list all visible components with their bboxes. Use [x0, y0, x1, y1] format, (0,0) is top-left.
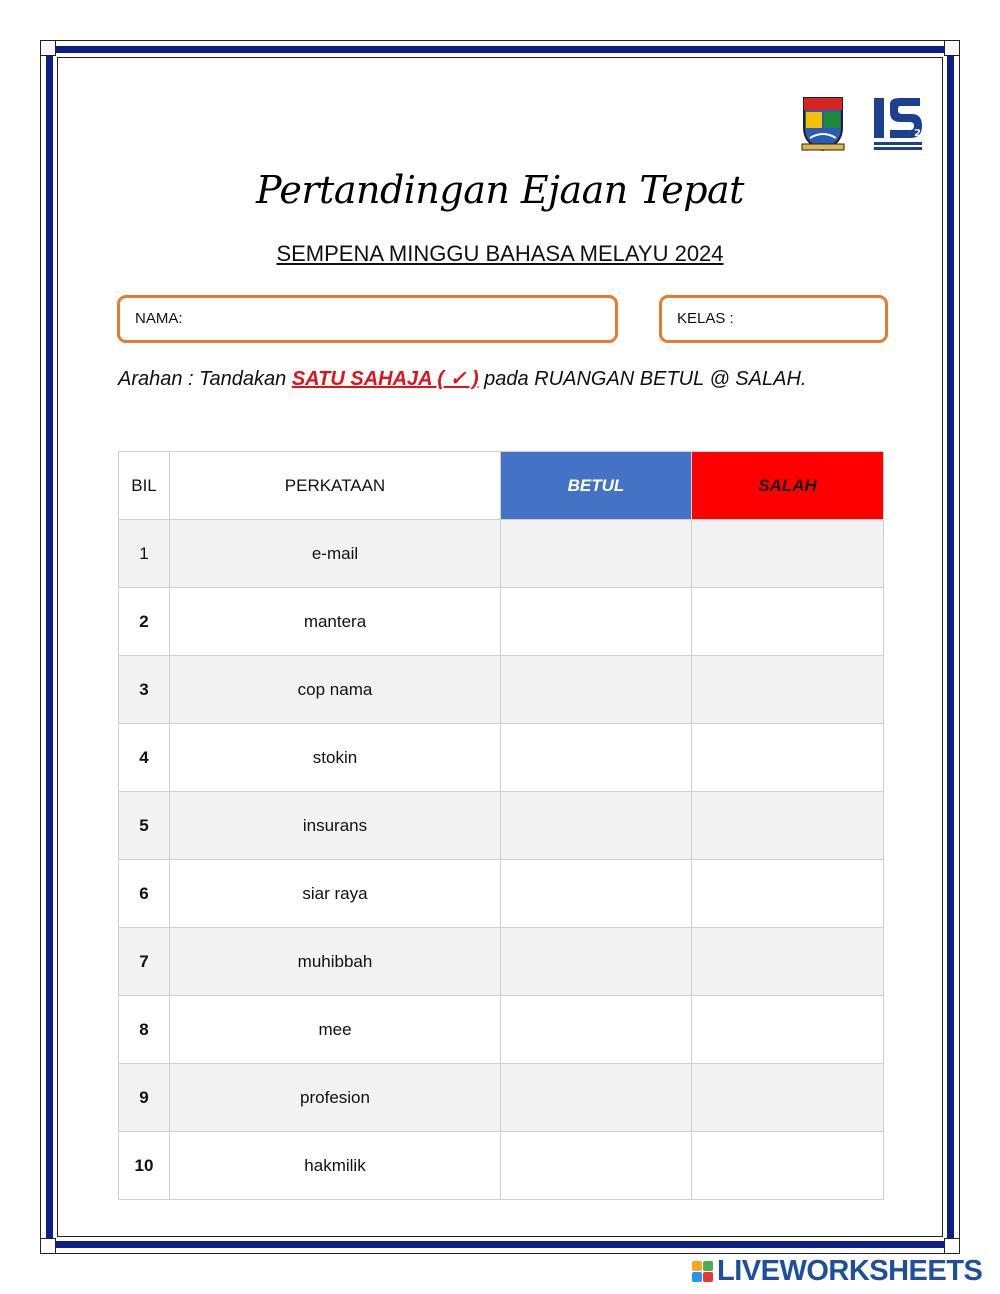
- row-word: stokin: [170, 724, 501, 792]
- table-row: [119, 588, 884, 656]
- table-row: [119, 928, 884, 996]
- betul-checkbox[interactable]: [501, 724, 692, 792]
- table-row: [119, 860, 884, 928]
- name-field[interactable]: [117, 295, 618, 343]
- table-header-row: [119, 452, 884, 520]
- class-field[interactable]: [659, 295, 888, 343]
- row-number: 7: [119, 928, 170, 996]
- is25-logo: [872, 94, 928, 152]
- row-number: 4: [119, 724, 170, 792]
- table-row: [119, 1132, 884, 1200]
- row-word: siar raya: [170, 860, 501, 928]
- instruction-text: [118, 366, 806, 391]
- name-field-label: NAMA:: [135, 310, 183, 327]
- row-number: 5: [119, 792, 170, 860]
- frame-corner-top-left: [40, 40, 56, 56]
- salah-checkbox[interactable]: [692, 928, 884, 996]
- row-word: profesion: [170, 1064, 501, 1132]
- row-word: mantera: [170, 588, 501, 656]
- school-crest-logo: [800, 94, 846, 152]
- row-number: 2: [119, 588, 170, 656]
- salah-checkbox[interactable]: [692, 656, 884, 724]
- class-field-label: KELAS :: [677, 310, 734, 327]
- instruction-emphasis: SATU SAHAJA ( ✓ ): [291, 368, 479, 390]
- row-word: hakmilik: [170, 1132, 501, 1200]
- table-row: [119, 792, 884, 860]
- frame-corner-bottom-right: [944, 1238, 960, 1254]
- instruction-suffix: pada RUANGAN BETUL @ SALAH.: [478, 368, 807, 390]
- header-salah: SALAH: [692, 452, 884, 520]
- betul-checkbox[interactable]: [501, 656, 692, 724]
- row-word: muhibbah: [170, 928, 501, 996]
- spelling-table: [118, 451, 884, 1200]
- table-row: [119, 1064, 884, 1132]
- document-title: Pertandingan Ejaan Tepat: [256, 168, 744, 212]
- betul-checkbox[interactable]: [501, 928, 692, 996]
- row-word: cop nama: [170, 656, 501, 724]
- salah-checkbox[interactable]: [692, 996, 884, 1064]
- salah-checkbox[interactable]: [692, 1064, 884, 1132]
- betul-checkbox[interactable]: [501, 1064, 692, 1132]
- instruction-prefix: Arahan : Tandakan: [118, 368, 292, 390]
- betul-checkbox[interactable]: [501, 996, 692, 1064]
- school-logos: [800, 94, 928, 152]
- svg-text:25: 25: [914, 128, 928, 139]
- salah-checkbox[interactable]: [692, 792, 884, 860]
- betul-checkbox[interactable]: [501, 520, 692, 588]
- row-number: 3: [119, 656, 170, 724]
- header-betul: BETUL: [501, 452, 692, 520]
- salah-checkbox[interactable]: [692, 1132, 884, 1200]
- betul-checkbox[interactable]: [501, 792, 692, 860]
- liveworksheets-wordmark: LIVEWORKSHEETS: [717, 1255, 983, 1287]
- salah-checkbox[interactable]: [692, 520, 884, 588]
- betul-checkbox[interactable]: [501, 588, 692, 656]
- liveworksheets-logo-icon: [692, 1261, 713, 1282]
- table-row: [119, 724, 884, 792]
- row-number: 8: [119, 996, 170, 1064]
- salah-checkbox[interactable]: [692, 860, 884, 928]
- frame-corner-bottom-left: [40, 1238, 56, 1254]
- row-word: insurans: [170, 792, 501, 860]
- row-number: 10: [119, 1132, 170, 1200]
- liveworksheets-watermark: [692, 1255, 982, 1288]
- table-row: [119, 996, 884, 1064]
- table-row: [119, 656, 884, 724]
- frame-corner-top-right: [944, 40, 960, 56]
- row-number: 1: [119, 520, 170, 588]
- row-word: mee: [170, 996, 501, 1064]
- row-word: e-mail: [170, 520, 501, 588]
- betul-checkbox[interactable]: [501, 860, 692, 928]
- salah-checkbox[interactable]: [692, 724, 884, 792]
- header-perkataan: PERKATAAN: [170, 452, 501, 520]
- row-number: 9: [119, 1064, 170, 1132]
- document-subtitle: SEMPENA MINGGU BAHASA MELAYU 2024: [276, 241, 724, 266]
- salah-checkbox[interactable]: [692, 588, 884, 656]
- betul-checkbox[interactable]: [501, 1132, 692, 1200]
- header-bil: BIL: [119, 452, 170, 520]
- table-row: [119, 520, 884, 588]
- row-number: 6: [119, 860, 170, 928]
